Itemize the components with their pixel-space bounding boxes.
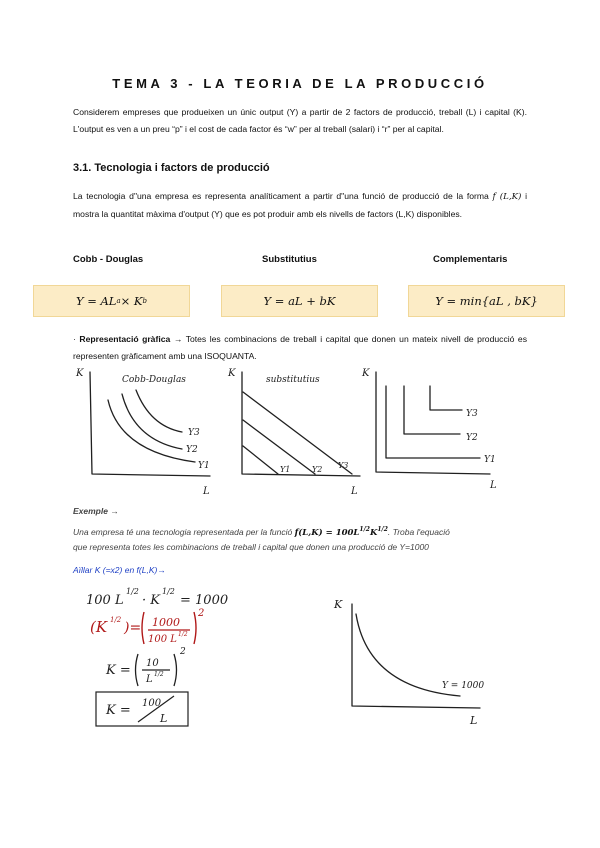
subst-axis-l: L bbox=[351, 486, 358, 497]
eq1-k: · K bbox=[142, 593, 160, 608]
subst-label-y3: Y3 bbox=[338, 461, 349, 470]
isoquant-sketches bbox=[70, 362, 520, 500]
subst-axis-k: K bbox=[228, 368, 236, 379]
handwritten-derivation bbox=[70, 582, 250, 732]
page-title: TEMA 3 - LA TEORIA DE LA PRODUCCIÓ bbox=[112, 76, 488, 91]
compl-label-y3: Y3 bbox=[466, 409, 478, 419]
derivation-result-box bbox=[96, 692, 188, 726]
final-curve-label: Y = 1000 bbox=[442, 681, 485, 691]
derivation-line-2 bbox=[90, 608, 204, 645]
substitutius-formula: Y = aL + bK bbox=[221, 285, 378, 317]
eq3-den: L bbox=[146, 674, 153, 685]
subst-isoquant-y2 bbox=[243, 420, 315, 474]
eq4-num: 100 bbox=[142, 698, 162, 709]
cobb-exp-a: a bbox=[116, 297, 121, 305]
example-exp-l: 1/2 bbox=[359, 526, 370, 533]
example-text-b: . Troba l'equació bbox=[387, 526, 450, 537]
cobb-formula-times: × K bbox=[120, 294, 143, 308]
subst-label-y2: Y2 bbox=[312, 465, 323, 474]
compl-label-y2: Y2 bbox=[466, 433, 478, 443]
eq2-den: 100 L bbox=[148, 634, 177, 645]
complementaris-heading: Complementaris bbox=[433, 254, 508, 265]
cobb-label-y2: Y2 bbox=[186, 445, 198, 455]
example-exp-k: 1/2 bbox=[377, 526, 388, 533]
representation-text: → Totes les combinacions de treball i capital que donen un mateix nivell de producció es representen gràficament amb una ISOQUANTA. bbox=[73, 334, 527, 361]
eq2-num: 1000 bbox=[152, 616, 180, 629]
subst-label-y1: Y1 bbox=[280, 465, 291, 474]
eq2-denexp: 1/2 bbox=[178, 631, 188, 638]
cobb-sketch-title: Cobb-Douglas bbox=[122, 375, 186, 385]
complementaris-formula: Y = min{aL , bK} bbox=[408, 285, 565, 317]
cobb-isoquant-y1 bbox=[108, 400, 195, 462]
compl-isoquant-y1 bbox=[386, 386, 480, 458]
cobb-douglas-formula bbox=[33, 285, 190, 317]
representation-paragraph bbox=[73, 331, 527, 364]
eq1-rhs: = 1000 bbox=[180, 593, 229, 608]
cobb-label-y1: Y1 bbox=[198, 461, 210, 471]
cobb-isoquant-y2 bbox=[122, 394, 182, 449]
eq1-exp2: 1/2 bbox=[162, 587, 175, 596]
cobb-axes bbox=[90, 372, 210, 476]
final-axis-k: K bbox=[334, 598, 343, 611]
compl-axis-l: L bbox=[490, 480, 497, 491]
complementaris-sketch bbox=[361, 368, 497, 491]
eq3-k: K = bbox=[106, 663, 131, 678]
section-text-before: La tecnologia d"una empresa es representa analíticament a partir d"una funció de producció de la forma bbox=[73, 191, 489, 201]
section-heading: 3.1. Tecnologia i factors de producció bbox=[73, 162, 270, 174]
representation-prefix: · bbox=[73, 334, 80, 344]
final-axis-l: L bbox=[470, 714, 478, 727]
solve-label: Aïllar K (=x2) en f(L,K)→ bbox=[73, 565, 166, 575]
cobb-douglas-sketch bbox=[75, 368, 210, 497]
eq2-eq: )= bbox=[124, 620, 142, 636]
cobb-isoquant-y3 bbox=[136, 390, 182, 432]
cobb-douglas-heading: Cobb - Douglas bbox=[73, 254, 144, 265]
example-func-k: K bbox=[369, 527, 378, 538]
intro-paragraph: Considerem empreses que produeixen un únic output (Y) a partir de 2 factors de producció, treball (L) i capital (K). L'output es ven a un preu “p” i el cost de cada factor és “w” per al treball (salari) i “r” per al capital. bbox=[73, 107, 527, 134]
eq4-den: L bbox=[160, 712, 168, 725]
compl-axis-k: K bbox=[362, 368, 370, 379]
cobb-formula-main: Y = AL bbox=[75, 294, 117, 308]
final-axes bbox=[352, 604, 480, 708]
cobb-axis-l: L bbox=[203, 486, 210, 497]
eq3-paren-right bbox=[174, 654, 177, 686]
production-function: f (L,K) bbox=[492, 192, 522, 202]
eq2-pow: 2 bbox=[198, 608, 205, 619]
subst-isoquant-y1 bbox=[243, 446, 278, 474]
example-text-a: Una empresa té una tecnologia representada per la funció bbox=[73, 526, 295, 537]
eq1-lhs: 100 L bbox=[86, 593, 124, 608]
eq2-kexp: 1/2 bbox=[110, 616, 122, 624]
cobb-exp-b: b bbox=[142, 297, 148, 305]
representation-bold: Representació gràfica bbox=[79, 334, 171, 344]
eq3-denexp: 1/2 bbox=[154, 671, 164, 678]
example-function bbox=[295, 528, 388, 538]
eq4-k: K = bbox=[106, 703, 131, 718]
eq1-exp: 1/2 bbox=[126, 587, 139, 596]
eq3-paren-left bbox=[136, 654, 139, 686]
eq3-pow: 2 bbox=[180, 647, 186, 657]
cobb-axis-k: K bbox=[76, 368, 84, 379]
final-isoquant-graph bbox=[320, 592, 500, 730]
derivation-line-1 bbox=[86, 587, 228, 608]
substitutius-heading: Substitutius bbox=[262, 254, 317, 265]
eq2-paren-left bbox=[142, 612, 144, 644]
eq3-num: 10 bbox=[146, 658, 159, 669]
example-func-main: f(L,K) = 100L bbox=[294, 527, 360, 538]
cobb-label-y3: Y3 bbox=[188, 428, 200, 438]
compl-label-y1: Y1 bbox=[484, 455, 496, 465]
compl-isoquant-y3 bbox=[430, 386, 462, 410]
substitutius-sketch bbox=[227, 368, 360, 497]
eq2-k: (K bbox=[90, 618, 108, 636]
example-label: Exemple → bbox=[73, 506, 119, 516]
subst-sketch-title: substitutius bbox=[266, 375, 320, 385]
eq2-paren-right bbox=[194, 612, 196, 644]
derivation-line-3 bbox=[105, 647, 186, 686]
section-text-after: i mostra la quantitat màxima d'output (Y) que es pot produir amb els nivells de factors (L,K) disponibles. bbox=[73, 191, 527, 219]
section-paragraph bbox=[73, 188, 527, 222]
compl-axes bbox=[376, 372, 490, 474]
example-line-2: que representa totes les combinacions de treball i capital que donen una producció de Y=1000 bbox=[73, 542, 429, 552]
